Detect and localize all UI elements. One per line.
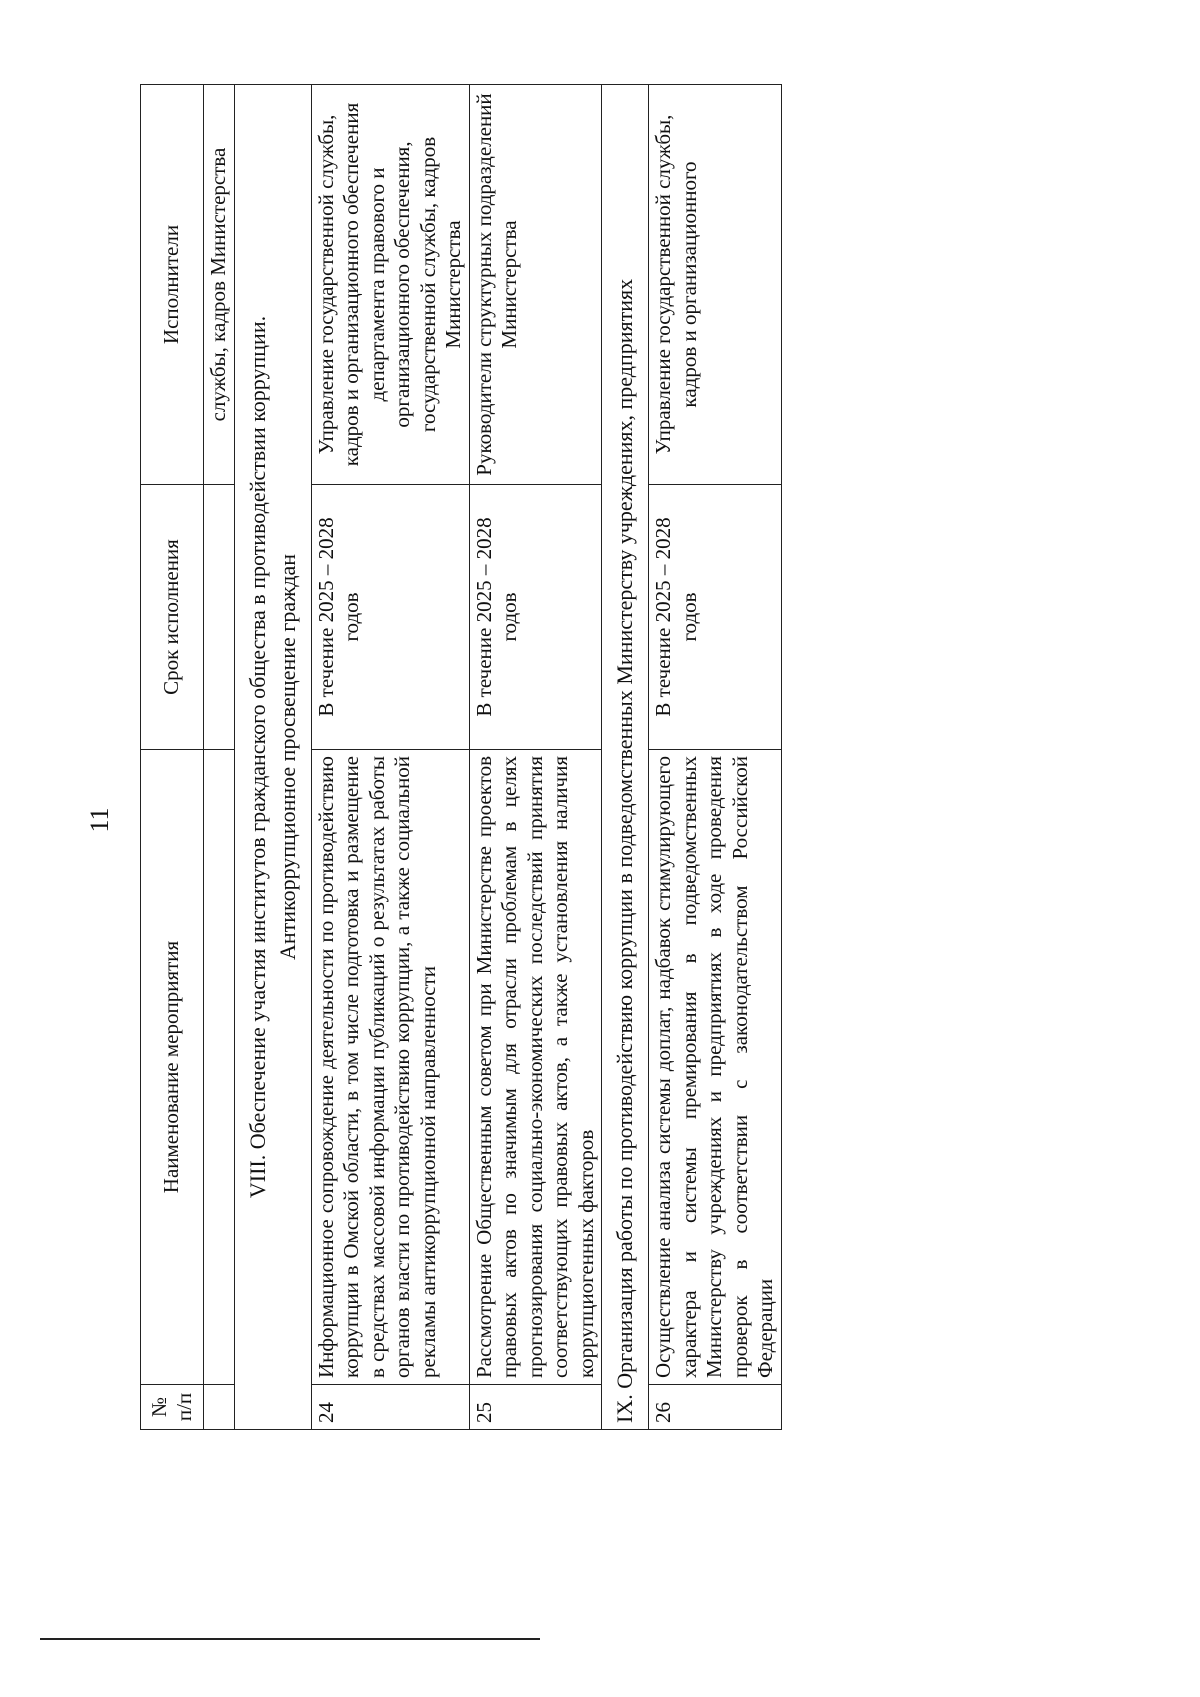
anticorruption-plan-table (140, 84, 782, 1430)
section-8-row (234, 85, 311, 1430)
cell-name: Рассмотрение Общественным советом при Министерстве проектов правовых актов по значимым для отрасли проблемам в целях прогнозирования социально-экономических последствий принятия соответствующих правовых актов, а также установления наличия коррупциогенных факторов (469, 750, 602, 1385)
table-row (311, 85, 469, 1430)
header-num: № п/п (141, 1385, 204, 1430)
table-row-continued (204, 85, 235, 1430)
table-row (469, 85, 602, 1430)
table-row (649, 85, 782, 1430)
cell-empty (204, 485, 235, 750)
cell-empty (204, 750, 235, 1385)
section-8-subtitle: Антикоррупционное просвещение граждан (274, 553, 300, 961)
cell-num: 25 (469, 1385, 602, 1430)
cell-term: В течение 2025 – 2028 годов (649, 485, 782, 750)
cell-num: 24 (311, 1385, 469, 1430)
rotated-table-container (140, 85, 965, 1430)
cell-executors: Руководители структурных подразделений Министерства (469, 85, 602, 485)
bottom-rule (40, 1638, 540, 1640)
header-name: Наименование мероприятия (141, 750, 204, 1385)
cell-executors: Управление государственной службы, кадров и организационного (649, 85, 782, 485)
cell-num: 26 (649, 1385, 782, 1430)
cell-executors: Управление государственной службы, кадров и организационного обеспечения департамента правового и организационного обеспечения, государственной службы, кадров Министерства (311, 85, 469, 485)
section-8-title: VIII. Обеспечение участия институтов гражданского общества в противодействии коррупции. (244, 315, 270, 1199)
section-9-title: IX. Организация работы по противодействию коррупции в подведомственных Министерству учреждениях, предприятиях (602, 85, 649, 1430)
cell-term: В течение 2025 – 2028 годов (311, 485, 469, 750)
cell-executors: службы, кадров Министерства (204, 85, 235, 485)
cell-term: В течение 2025 – 2028 годов (469, 485, 602, 750)
section-8-cell (234, 85, 311, 1430)
table-header-row (141, 85, 204, 1430)
section-9-row (602, 85, 649, 1430)
cell-empty (204, 1385, 235, 1430)
header-term: Срок исполнения (141, 485, 204, 750)
page-number: 11 (85, 807, 114, 833)
cell-name: Информационное сопровождение деятельности по противодействию коррупции в Омской области, в том числе подготовка и размещение в средствах массовой информации публикаций о результатах работы органов власти по противодействию коррупции, а также социальной рекламы антикоррупционной направленности (311, 750, 469, 1385)
cell-name: Осуществление анализа системы доплат, надбавок стимулирующего характера и системы премирования в подведомственных Министерству учреждениях и предприятиях в ходе проведения проверок в соответствии с законодательством Российской Федерации (649, 750, 782, 1385)
header-executors: Исполнители (141, 85, 204, 485)
